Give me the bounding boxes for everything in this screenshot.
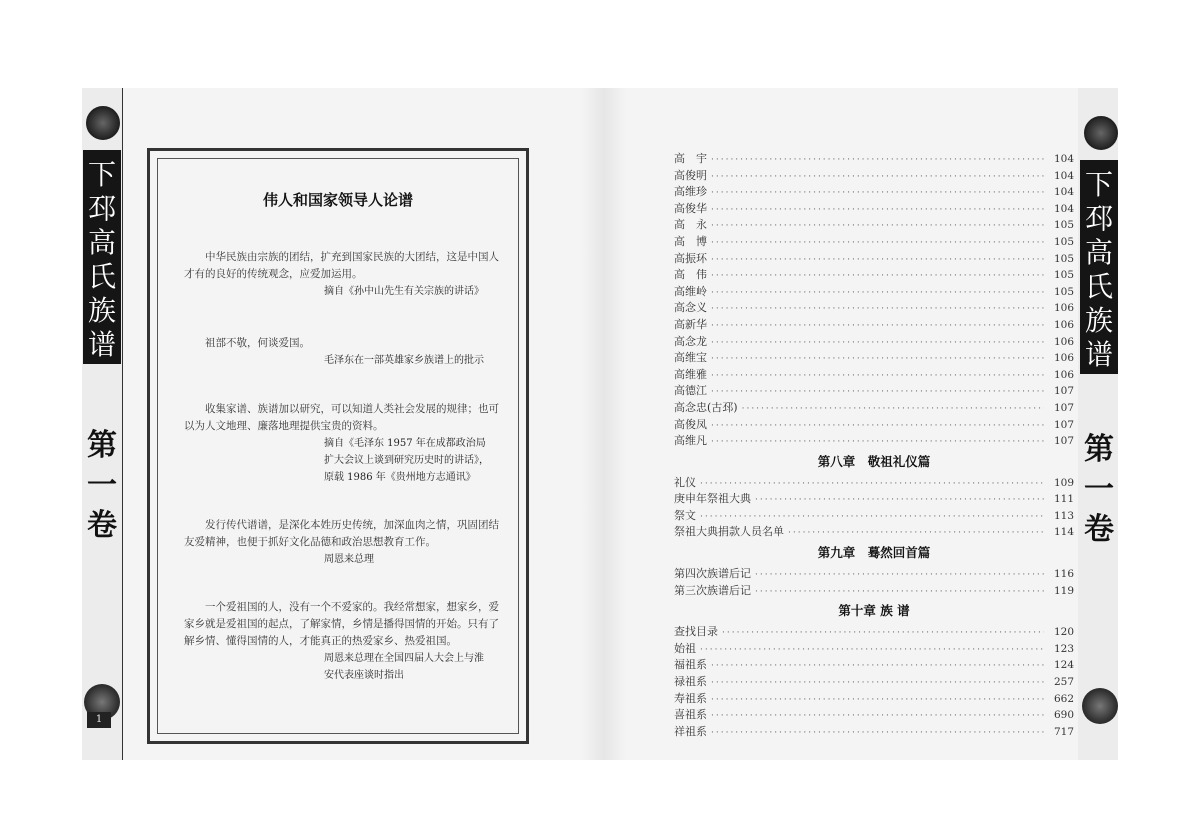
toc-entry-page: 104 (1053, 169, 1074, 182)
toc-entry-page: 106 (1053, 368, 1074, 381)
toc-entry-page: 123 (1053, 642, 1074, 655)
toc-leader-dots (711, 288, 1044, 298)
title-char: 氏 (87, 260, 116, 293)
toc-section-chapter-10 (674, 623, 1074, 739)
toc-entry (674, 706, 1074, 723)
strip-divider (122, 88, 123, 760)
toc-entry-label: 高念忠(古邳) (674, 400, 738, 414)
toc-entry-page: 106 (1053, 335, 1074, 348)
toc-entry-page: 114 (1053, 526, 1074, 539)
toc-leader-dots (711, 255, 1044, 265)
toc-leader-dots (711, 695, 1044, 705)
book-title-banner (1080, 160, 1118, 374)
toc-leader-dots (742, 404, 1044, 414)
toc-entry (674, 183, 1074, 200)
toc-entry-label: 祭文 (674, 508, 696, 522)
toc-entry (674, 200, 1074, 217)
toc-entry-label: 礼仪 (674, 475, 696, 489)
toc-entry-page: 106 (1053, 318, 1074, 331)
quote-block (184, 517, 504, 568)
toc-entry-page: 107 (1053, 418, 1074, 431)
toc-entry (674, 366, 1074, 383)
toc-entry-page: 105 (1053, 269, 1074, 282)
toc-entry-label: 庚申年祭祖大典 (674, 492, 751, 506)
title-char: 下 (87, 158, 116, 191)
toc-leader-dots (711, 371, 1044, 381)
toc-entry-page: 105 (1053, 252, 1074, 265)
quote-text: 祖部不敬，何谈爱国。 (205, 337, 310, 349)
toc-entry (674, 490, 1074, 507)
toc-entry-label: 高维宝 (674, 351, 707, 365)
toc-entry (674, 299, 1074, 316)
title-char: 谱 (1084, 338, 1113, 371)
chapter-heading: 第十章 族 谱 (838, 603, 910, 619)
toc-section-chapter-9 (674, 565, 1074, 598)
quote-source: 安代表座谈时指出 (324, 670, 404, 681)
toc-entry (674, 623, 1074, 640)
toc-entry-page: 124 (1053, 659, 1074, 672)
title-char: 氏 (1084, 270, 1113, 303)
toc-entry (674, 250, 1074, 267)
toc-entry (674, 266, 1074, 283)
toc-entry-label: 高俊明 (674, 168, 707, 182)
toc-leader-dots (755, 570, 1044, 580)
toc-section-names (674, 150, 1074, 449)
volume-char: 一 (1084, 472, 1114, 507)
volume-label (83, 426, 121, 546)
toc-entry-page: 105 (1053, 285, 1074, 298)
volume-char: 一 (87, 468, 117, 503)
toc-entry-page: 257 (1053, 676, 1074, 689)
title-char: 族 (87, 294, 116, 327)
toc-entry-label: 高 宇 (674, 152, 707, 165)
title-char: 高 (87, 226, 116, 259)
toc-leader-dots (711, 238, 1044, 248)
toc-entry-label: 高维雅 (674, 367, 707, 381)
toc-entry-page: 106 (1053, 302, 1074, 315)
book-spread (82, 88, 1118, 760)
toc-leader-dots (711, 421, 1044, 431)
toc-leader-dots (711, 354, 1044, 364)
toc-leader-dots (755, 587, 1044, 597)
toc-leader-dots (700, 512, 1044, 522)
toc-leader-dots (711, 221, 1044, 231)
title-char: 高 (1084, 236, 1113, 269)
toc-entry (674, 723, 1074, 740)
quote-source: 扩大会议上谈到研究历史时的讲话》， (324, 455, 489, 466)
toc-entry (674, 474, 1074, 491)
toc-entry-label: 查找目录 (674, 625, 718, 639)
toc-leader-dots (711, 155, 1044, 165)
toc-entry-page: 113 (1053, 509, 1074, 522)
toc-entry (674, 565, 1074, 582)
toc-entry (674, 432, 1074, 449)
quote-text: 一个爱祖国的人，没有一个不爱家的。我经常想家，想家乡，爱家乡就是爱祖国的起点，了解家情，乡情是播得国情的开始。只有了解乡情、懂得国情的人，才能真正的热爱家乡、热爱祖国。 (184, 601, 499, 647)
toc-leader-dots (711, 321, 1044, 331)
toc-entry (674, 216, 1074, 233)
toc-entry (674, 640, 1074, 657)
chapter-heading: 第九章 蓦然回首篇 (817, 545, 931, 561)
dragon-seal-icon (86, 106, 120, 140)
left-side-strip (82, 88, 122, 760)
toc-leader-dots (700, 645, 1044, 655)
toc-entry (674, 656, 1074, 673)
toc-entry-page: 717 (1053, 725, 1074, 738)
toc-entry-label: 高 永 (674, 218, 707, 232)
toc-entry-label: 寿祖系 (674, 691, 707, 705)
toc-entry (674, 416, 1074, 433)
quote-text: 中华民族由宗族的团结，扩充到国家民族的大团结，这是中国人才有的良好的传统观念，应爱加运用。 (184, 251, 499, 280)
quote-frame (147, 148, 529, 744)
toc-entry-page: 662 (1053, 692, 1074, 705)
quote-block (184, 249, 504, 300)
toc-entry-label: 高维岭 (674, 284, 707, 298)
toc-section-chapter-8 (674, 474, 1074, 540)
toc-entry-page: 109 (1053, 476, 1074, 489)
toc-entry-label: 高维珍 (674, 185, 707, 199)
toc-entry-label: 祭祖大典捐款人员名单 (674, 525, 784, 539)
toc-entry-page: 106 (1053, 352, 1074, 365)
volume-char: 第 (87, 428, 117, 463)
quote-source: 摘自《孙中山先生有关宗族的讲话》 (324, 286, 484, 297)
toc-entry-label: 高维凡 (674, 434, 707, 448)
toc-entry (674, 333, 1074, 350)
toc-entry-page: 107 (1053, 401, 1074, 414)
volume-char: 卷 (1084, 512, 1114, 547)
toc-leader-dots (711, 172, 1044, 182)
toc-leader-dots (711, 271, 1044, 281)
right-page (604, 88, 1118, 760)
toc-entry (674, 150, 1074, 167)
toc-leader-dots (711, 387, 1044, 397)
quote-source: 摘自《毛泽东 1957 年在成都政治局 (324, 438, 486, 449)
book-title-banner (83, 150, 121, 364)
toc-entry-label: 高念龙 (674, 334, 707, 348)
toc-entry-label: 始祖 (674, 641, 696, 655)
toc-entry (674, 283, 1074, 300)
toc-leader-dots (711, 188, 1044, 198)
toc-leader-dots (711, 711, 1044, 721)
toc-entry-label: 福祖系 (674, 658, 707, 672)
title-char: 族 (1084, 304, 1113, 337)
toc-entry-label: 喜祖系 (674, 708, 707, 722)
toc-entry-page: 107 (1053, 435, 1074, 448)
toc-entry (674, 507, 1074, 524)
toc-leader-dots (711, 678, 1044, 688)
page-number: 1 (87, 712, 111, 728)
toc-entry-label: 高俊华 (674, 201, 707, 215)
toc-leader-dots (700, 479, 1044, 489)
toc-entry (674, 382, 1074, 399)
chapter-heading: 第八章 敬祖礼仪篇 (817, 453, 931, 469)
quote-block (184, 599, 504, 684)
toc-entry-page: 107 (1053, 385, 1074, 398)
toc-leader-dots (755, 495, 1044, 505)
left-page (82, 88, 604, 760)
title-char: 下 (1084, 168, 1113, 201)
title-char: 邳 (87, 192, 116, 225)
toc-entry-label: 高 博 (674, 234, 707, 248)
toc-entry-page: 105 (1053, 219, 1074, 232)
page-heading: 伟人和国家领导人论谱 (262, 191, 413, 209)
toc-entry-page: 690 (1053, 709, 1074, 722)
quote-text: 收集家谱、族谱加以研究，可以知道人类社会发展的规律；也可以为人文地理、廉落地理提供宝贵的资料。 (184, 403, 499, 432)
quote-source: 毛泽东在一部英雄家乡族谱上的批示 (324, 355, 484, 366)
toc-entry (674, 316, 1074, 333)
toc-entry-label: 第三次族谱后记 (674, 583, 751, 597)
toc-entry-page: 104 (1053, 202, 1074, 215)
toc-leader-dots (711, 338, 1044, 348)
toc-leader-dots (711, 437, 1044, 447)
toc-entry-page: 111 (1053, 493, 1074, 506)
title-char: 谱 (87, 328, 116, 361)
toc-entry-label: 高新华 (674, 317, 707, 331)
toc-entry-page: 120 (1053, 626, 1074, 639)
volume-label (1080, 430, 1118, 550)
toc-entry-page: 116 (1053, 568, 1074, 581)
toc-entry-label: 第四次族谱后记 (674, 567, 751, 581)
toc-leader-dots (722, 628, 1044, 638)
toc-entry (674, 399, 1074, 416)
toc-entry-page: 104 (1053, 186, 1074, 199)
toc-entry-label: 高德江 (674, 384, 707, 398)
toc-leader-dots (788, 528, 1044, 538)
toc-entry-page: 105 (1053, 235, 1074, 248)
quote-block (184, 335, 504, 369)
toc-leader-dots (711, 205, 1044, 215)
toc-entry-label: 高振环 (674, 251, 707, 265)
volume-char: 卷 (87, 508, 117, 543)
toc-entry-label: 禄祖系 (674, 675, 707, 689)
toc-entry-label: 高 伟 (674, 268, 707, 282)
toc-entry (674, 690, 1074, 707)
toc-entry (674, 167, 1074, 184)
toc-entry-page: 119 (1053, 584, 1074, 597)
right-side-strip (1078, 88, 1118, 760)
quote-block (184, 401, 504, 486)
toc-entry-label: 祥祖系 (674, 724, 707, 738)
toc-entry (674, 582, 1074, 599)
quote-source: 周恩来总理 (324, 554, 374, 565)
toc-entry (674, 523, 1074, 540)
toc-entry (674, 349, 1074, 366)
quote-source: 周恩来总理在全国四届人大会上与淮 (324, 653, 484, 664)
toc-entry-label: 高俊凤 (674, 417, 707, 431)
toc-leader-dots (711, 661, 1044, 671)
quote-source: 原载 1986 年《贵州地方志通讯》 (324, 472, 476, 483)
dragon-seal-icon (1084, 116, 1118, 150)
toc-entry (674, 233, 1074, 250)
table-of-contents (674, 150, 1074, 739)
toc-entry-page: 104 (1053, 153, 1074, 165)
toc-leader-dots (711, 304, 1044, 314)
bottom-seal-icon (1082, 688, 1118, 724)
title-char: 邳 (1084, 202, 1113, 235)
toc-entry (674, 673, 1074, 690)
quote-text: 发行传代谱谱，是深化本姓历史传统，加深血肉之情，巩固团结友爱精神，也便于抓好文化品德和政治思想教育工作。 (184, 519, 499, 548)
toc-leader-dots (711, 728, 1044, 738)
volume-char: 第 (1084, 432, 1114, 467)
toc-entry-label: 高念义 (674, 301, 707, 315)
